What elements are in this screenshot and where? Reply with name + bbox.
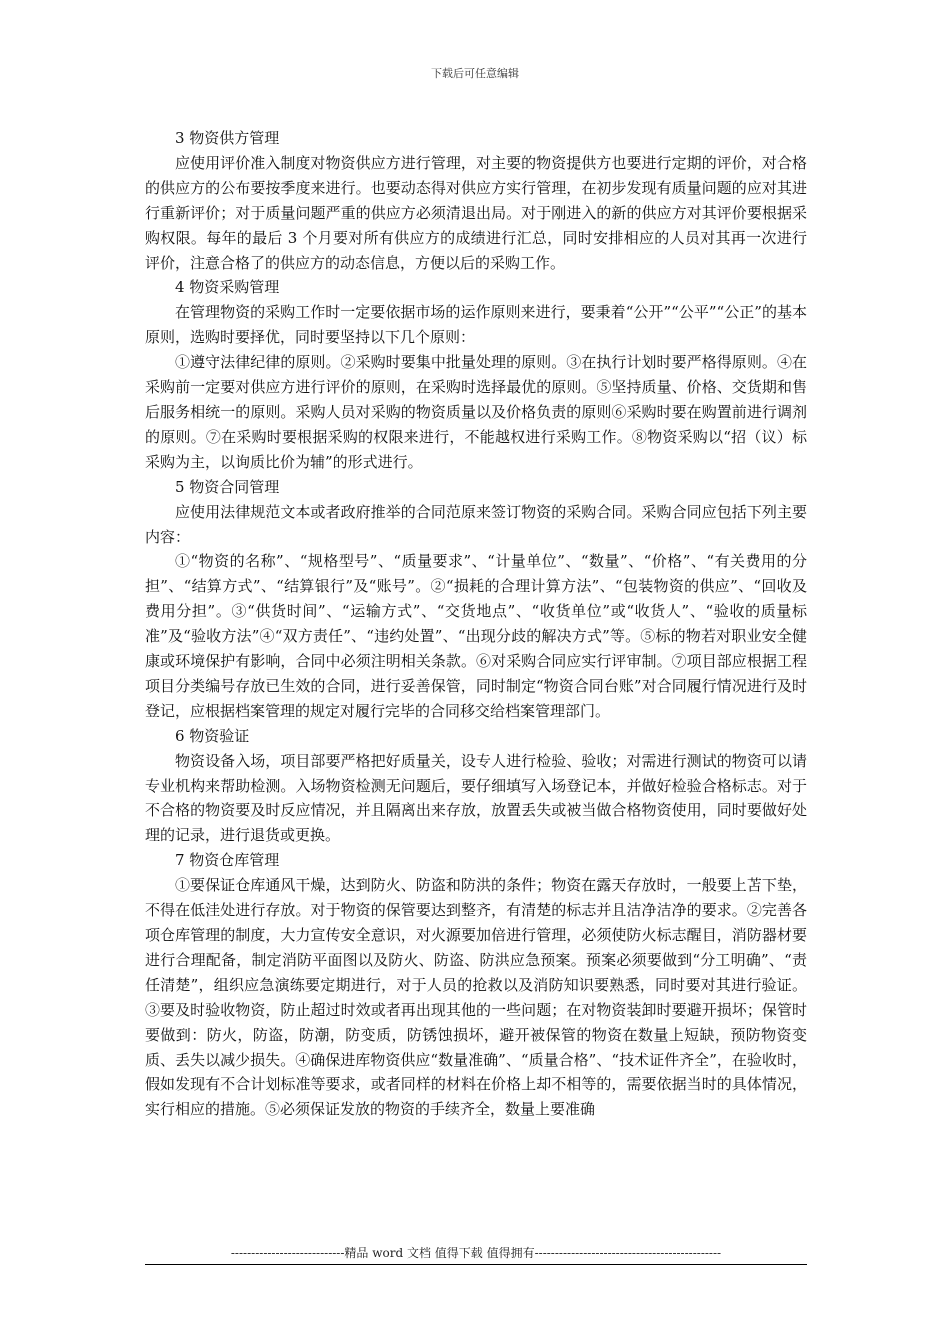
- body-paragraph: ①遵守法律纪律的原则。②采购时要集中批量处理的原则。③在执行计划时要严格得原则。④在采购前一定要对供应方进行评价的原则，在采购时选择最优的原则。⑤坚持质量、价格、交货期和售后服务相统一的原则。采购人员对采购的物资质量以及价格负责的原则⑥采购时要在购置前进行调剂的原则。⑦在采购时要根据采购的权限来进行，不能越权进行采购工作。⑧物资采购以“招（议）标采购为主，以询质比价为辅”的形式进行。: [145, 353, 807, 471]
- body-paragraph: ①“物资的名称”、“规格型号”、“质量要求”、“计量单位”、“数量”、“价格”、“有关费用的分担”、“结算方式”、“结算银行”及“账号”。②“损耗的合理计算方法”、“包装物资的供应”、“回收及费用分担”。③“供货时间”、“运输方式”、“交货地点”、“收货单位”或“收货人”、“验收的质量标准”及“验收方法”④“双方责任”、“违约处置”、“出现分歧的解决方式”等。⑤标的物若对职业安全健康或环境保护有影响，合同中必须注明相关条款。⑥对采购合同应实行评审制。⑦项目部应根据工程项目分类编号存放已生效的合同，进行妥善保管，同时制定“物资合同台账”对合同履行情况进行及时登记，应根据档案管理的规定对履行完毕的合同移交给档案管理部门。: [145, 552, 807, 720]
- section-heading: 3 物资供方管理: [175, 129, 280, 147]
- body-paragraph: 应使用法律规范文本或者政府推举的合同范原来签订物资的采购合同。采购合同应包括下列主要内容：: [145, 502, 807, 546]
- body-paragraph: ①要保证仓库通风干燥，达到防火、防盗和防洪的条件；物资在露天存放时，一般要上苫下垫，不得在低洼处进行存放。对于物资的保管要达到整齐，有清楚的标志并且洁净洁净的要求。②完善各项仓库管理的制度，大力宣传安全意识，对火源要加倍进行管理，必须使防火标志醒目，消防器材要进行合理配备，制定消防平面图以及防火、防盗、防洪应急预案。预案必须要做到“分工明确”、“责任清楚”，组织应急演练要定期进行，对于人员的抢救以及消防知识要熟悉，同时要对其进行验证。③要及时验收物资，防止超过时效或者再出现其他的一些问题；在对物资装卸时要避开损坏；保管时要做到：防火，防盗，防潮，防变质，防锈蚀损坏，避开被保管的物资在数量上短缺，预防物资变质、丢失以减少损失。④确保进库物资供应“数量准确”、“质量合格”、“技术证件齐全”，在验收时，假如发现有不合计划标准等要求，或者同样的材料在价格上却不相等的，需要依据当时的具体情况，实行相应的措施。⑤必须保证发放的物资的手续齐全，数量上要准确: [145, 876, 807, 1119]
- section-heading: 6 物资验证: [175, 726, 250, 745]
- body-paragraph: 物资设备入场，项目部要严格把好质量关，设专人进行检验、验收；对需进行测试的物资可以请专业机构来帮助检测。入场物资检测无问题后，要仔细填写入场登记本，并做好检验合格标志。对于不合格的物资要及时反应情况，并且隔离出来存放，放置丢失或被当做合格物资使用，同时要做好处理的记录，进行退货或更换。: [145, 751, 807, 845]
- page-header: 下载后可任意编辑: [431, 67, 519, 80]
- section-heading: 4 物资采购管理: [175, 278, 280, 297]
- body-paragraph: 应使用评价准入制度对物资供应方进行管理，对主要的物资提供方也要进行定期的评价，对合格的供应方的公布要按季度来进行。也要动态得对供应方实行管理，在初步发现有质量问题的应对其进行重新评价；对于质量问题严重的供应方必须清退出局。对于刚进入的新的供应方对其评价要根据采购权限。每年的最后 3 个月要对所有供应方的成绩进行汇总，同时安排相应的人员对其再一次进行评价，注意合格了的供应方的动态信息，方便以后的采购工作。: [145, 153, 807, 272]
- footer-rule: [145, 1264, 807, 1265]
- section-heading: 5 物资合同管理: [175, 477, 280, 496]
- page-footer: ----------------------------精品 word 文档 值得下载 值得拥有----------------------------------------------: [230, 1246, 722, 1260]
- body-paragraph: 在管理物资的采购工作时一定要依据市场的运作原则来进行，要秉着“公开”“公平”“公正”的基本原则，选购时要择优，同时要坚持以下几个原则：: [145, 303, 807, 347]
- section-heading: 7 物资仓库管理: [175, 851, 280, 870]
- document-body: [145, 126, 807, 1122]
